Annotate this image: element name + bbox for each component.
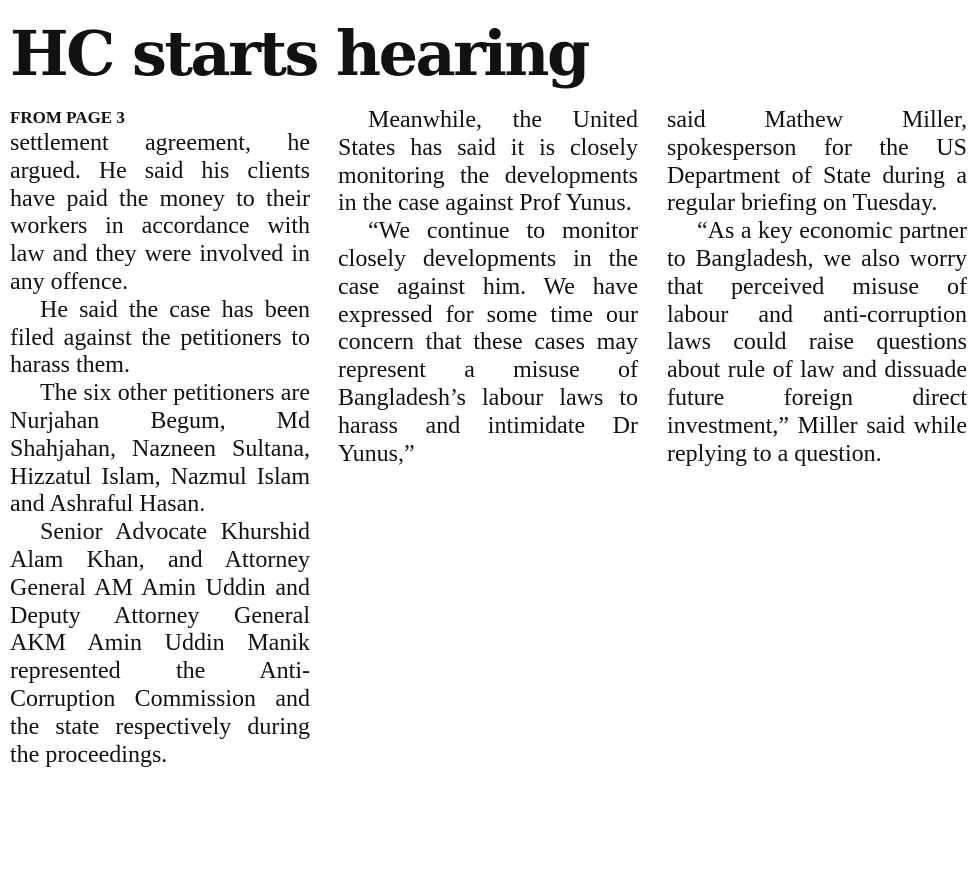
article-column-2 (338, 107, 638, 468)
article-paragraph: Senior Advocate Khurshid Alam Khan, and Attorney General AM Amin Uddin and Deputy Attorney General AKM Amin Uddin Manik represented the Anti-Corruption Commission and the state respectively during the proceedings. (10, 519, 310, 768)
article-paragraph: Meanwhile, the United States has said it is closely monitoring the developments in the case against Prof Yunus. (338, 107, 638, 217)
article-paragraph: settlement agreement, he argued. He said his clients have paid the money to their workers in accordance with law and they were involved in any offence. (10, 130, 310, 295)
article-paragraph: He said the case has been filed against the petitioners to harass them. (10, 296, 310, 379)
article-paragraph: “As a key economic partner to Bangladesh, we also worry that perceived misuse of labour and anti-corruption laws could raise questions about rule of law and dissuade future foreign direct investment,” Miller said while replying to a question. (667, 218, 967, 467)
article-paragraph: “We continue to monitor closely developments in the case against him. We have expressed for some time our concern that these cases may represent a misuse of Bangladesh’s labour laws to harass and intimidate Dr Yunus,” (338, 218, 638, 467)
headline: HC starts hearing (10, 17, 588, 90)
article-column-1 (10, 130, 310, 769)
article-column-3 (667, 107, 967, 468)
article-paragraph: The six other petitioners are Nurjahan Begum, Md Shahjahan, Nazneen Sultana, Hizzatul Islam, Nazmul Islam and Ashraful Hasan. (10, 380, 310, 518)
article-paragraph: said Mathew Miller, spokesperson for the US Department of State during a regular briefing on Tuesday. (667, 107, 967, 217)
continued-from-label: FROM PAGE 3 (10, 108, 125, 127)
